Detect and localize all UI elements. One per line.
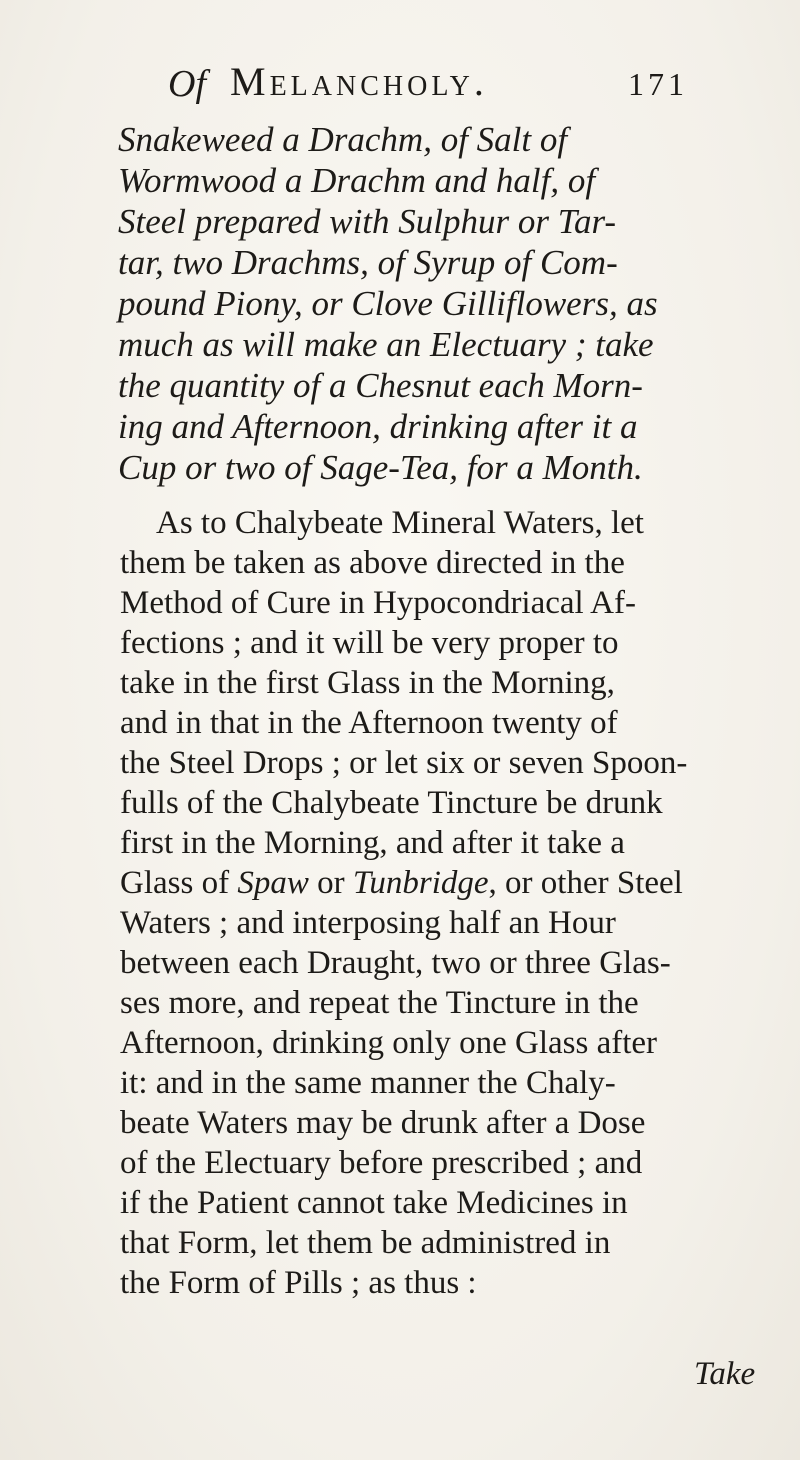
- page-number: 171: [628, 66, 688, 102]
- text-line: much as will make an Electuary ; take: [118, 325, 654, 364]
- text-line: tar, two Drachms, of Syrup of Com-: [118, 243, 618, 282]
- text-line: Method of Cure in Hypocondriacal Af-: [120, 585, 636, 621]
- place-name-tunbridge: Tunbridge: [352, 865, 489, 901]
- text-line: Wormwood a Drachm and half, of: [118, 161, 596, 200]
- text-run: Glass of: [120, 865, 238, 901]
- text-line: first in the Morning, and after it take a: [120, 825, 625, 861]
- text-line: Cup or two of Sage-Tea, for a Month.: [118, 448, 643, 487]
- text-line: beate Waters may be drunk after a Dose: [120, 1105, 646, 1141]
- text-line: the Steel Drops ; or let six or seven Spoon-: [120, 745, 688, 781]
- text-line: Snakeweed a Drachm, of Salt of: [118, 120, 568, 159]
- header-of: Of: [168, 63, 206, 105]
- text-line: pound Piony, or Clove Gilliflowers, as: [118, 284, 658, 323]
- text-line: between each Draught, two or three Glas-: [120, 945, 671, 981]
- text-line: Afternoon, drinking only one Glass after: [120, 1025, 658, 1061]
- text-run: , or other Steel: [488, 865, 683, 901]
- text-line: ses more, and repeat the Tincture in the: [120, 985, 639, 1021]
- text-line: [120, 865, 683, 902]
- text-line: Steel prepared with Sulphur or Tar-: [118, 202, 617, 241]
- text-line: take in the first Glass in the Morning,: [120, 665, 615, 701]
- italic-paragraph: [118, 120, 738, 500]
- text-line: fections ; and it will be very proper to: [120, 625, 619, 661]
- catchword: Take: [694, 1356, 756, 1392]
- roman-paragraph: [120, 505, 740, 1345]
- text-line: the quantity of a Chesnut each Morn-: [118, 366, 643, 405]
- text-line: them be taken as above directed in the: [120, 545, 625, 581]
- text-line: and in that in the Afternoon twenty of: [120, 705, 618, 741]
- header-title: Melancholy.: [230, 59, 488, 104]
- text-line: fulls of the Chalybeate Tincture be drunk: [120, 785, 663, 821]
- text-line: ing and Afternoon, drinking after it a: [118, 407, 638, 446]
- text-line: As to Chalybeate Mineral Waters, let: [156, 505, 644, 541]
- text-line: of the Electuary before prescribed ; and: [120, 1145, 643, 1181]
- text-line: if the Patient cannot take Medicines in: [120, 1185, 628, 1221]
- text-line: it: and in the same manner the Chaly-: [120, 1065, 616, 1101]
- text-line: Waters ; and interposing half an Hour: [120, 905, 616, 941]
- text-line: the Form of Pills ; as thus :: [120, 1265, 477, 1301]
- text-line: that Form, let them be administred in: [120, 1225, 611, 1261]
- text-run: or: [308, 865, 353, 901]
- place-name-spaw: Spaw: [237, 865, 309, 901]
- running-header: [168, 58, 688, 118]
